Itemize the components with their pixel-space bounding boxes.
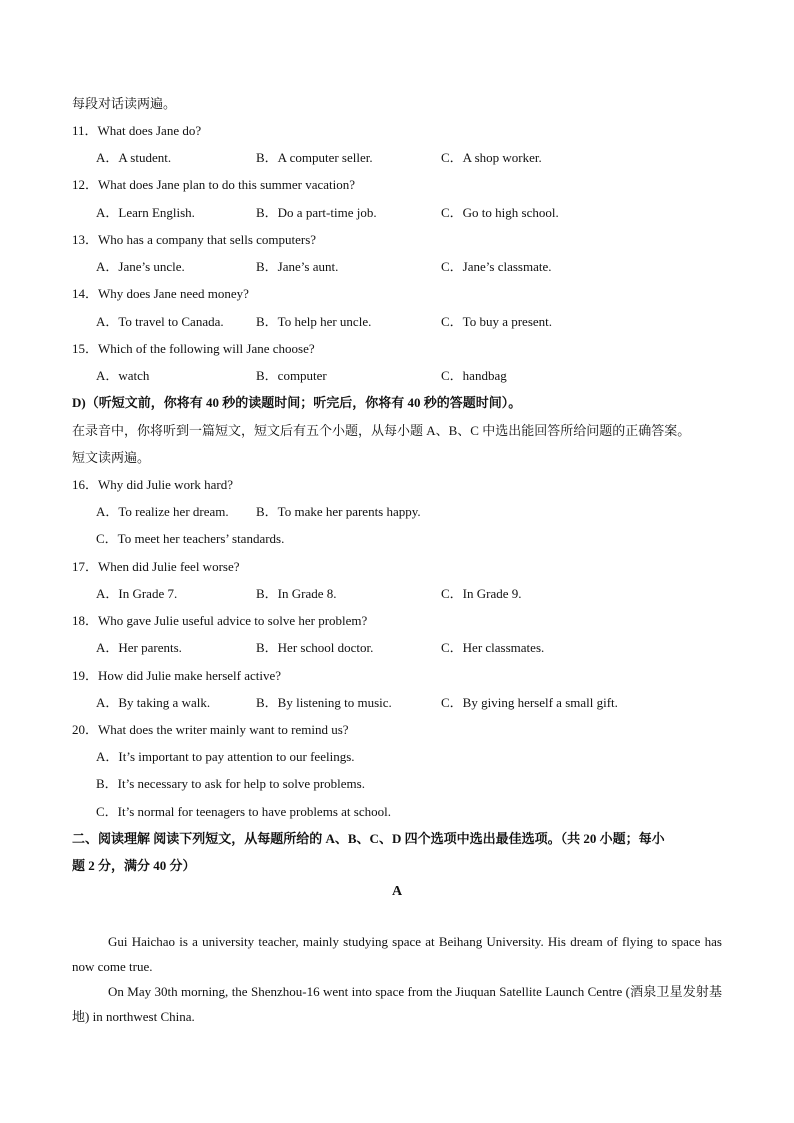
q18-option-c: C．Her classmates. xyxy=(441,640,545,655)
passage-body xyxy=(72,929,722,1029)
passage-paragraph-1: Gui Haichao is a university teacher, mainly studying space at Beihang University. His dream of flying to space has now come true. xyxy=(72,934,722,974)
q11-option-b: B．A computer seller. xyxy=(256,150,373,165)
section-d-instruction-2: 短文读两遍。 xyxy=(72,450,151,465)
passage-paragraph-2: On May 30th morning, the Shenzhou-16 went into space from the Jiuquan Satellite Launch Centre (酒泉卫星发射基地) in northwest China. xyxy=(72,984,722,1024)
part-two-heading: 二、阅读理解 阅读下列短文，从每题所给的 A、B、C、D 四个选项中选出最佳选项。（共 20 小题；每小 xyxy=(72,831,665,846)
q12-option-b: B．Do a part-time job. xyxy=(256,205,377,220)
q19-option-a: A．By taking a walk. xyxy=(96,695,211,710)
q15-option-a: A．watch xyxy=(96,368,150,383)
part-two-heading-2: 题 2 分，满分 40 分） xyxy=(72,858,196,873)
intro-line: 每段对话读两遍。 xyxy=(72,96,177,111)
q20-option-b: B．It’s necessary to ask for help to solve problems. xyxy=(96,776,365,791)
section-d-heading: D)（听短文前，你将有 40 秒的读题时间；听完后，你将有 40 秒的答题时间）。 xyxy=(72,395,522,410)
q16-option-b: B．To make her parents happy. xyxy=(256,504,421,519)
question-18: 18．Who gave Julie useful advice to solve her problem? xyxy=(72,613,368,628)
q13-option-a: A．Jane’s uncle. xyxy=(96,259,185,274)
question-14: 14．Why does Jane need money? xyxy=(72,286,249,301)
q19-option-b: B．By listening to music. xyxy=(256,695,392,710)
q20-option-a: A．It’s important to pay attention to our feelings. xyxy=(96,749,355,764)
q16-option-a: A．To realize her dream. xyxy=(96,504,229,519)
passage-title: A xyxy=(391,884,403,899)
q20-option-c: C．It’s normal for teenagers to have problems at school. xyxy=(96,804,391,819)
question-20: 20．What does the writer mainly want to remind us? xyxy=(72,722,349,737)
question-15: 15．Which of the following will Jane choose? xyxy=(72,341,315,356)
q18-option-a: A．Her parents. xyxy=(96,640,182,655)
question-13: 13．Who has a company that sells computers? xyxy=(72,232,317,247)
q17-option-c: C．In Grade 9. xyxy=(441,586,522,601)
q12-option-c: C．Go to high school. xyxy=(441,205,559,220)
q17-option-a: A．In Grade 7. xyxy=(96,586,178,601)
question-17: 17．When did Julie feel worse? xyxy=(72,559,240,574)
question-19: 19．How did Julie make herself active? xyxy=(72,668,282,683)
q16-option-c: C．To meet her teachers’ standards. xyxy=(96,531,285,546)
question-12: 12．What does Jane plan to do this summer vacation? xyxy=(72,177,356,192)
q14-option-a: A．To travel to Canada. xyxy=(96,314,224,329)
q19-option-c: C．By giving herself a small gift. xyxy=(441,695,618,710)
q14-option-c: C．To buy a present. xyxy=(441,314,553,329)
q14-option-b: B．To help her uncle. xyxy=(256,314,372,329)
q15-option-b: B．computer xyxy=(256,368,327,383)
section-d-instruction: 在录音中，你将听到一篇短文，短文后有五个小题，从每小题 A、B、C 中选出能回答所给问题的正确答案。 xyxy=(72,423,691,438)
question-16: 16．Why did Julie work hard? xyxy=(72,477,234,492)
q12-option-a: A．Learn English. xyxy=(96,205,195,220)
q15-option-c: C．handbag xyxy=(441,368,507,383)
q13-option-c: C．Jane’s classmate. xyxy=(441,259,552,274)
q17-option-b: B．In Grade 8. xyxy=(256,586,337,601)
question-11: 11．What does Jane do? xyxy=(72,123,202,138)
q18-option-b: B．Her school doctor. xyxy=(256,640,374,655)
q11-option-a: A．A student. xyxy=(96,150,172,165)
q13-option-b: B．Jane’s aunt. xyxy=(256,259,339,274)
q11-option-c: C．A shop worker. xyxy=(441,150,542,165)
